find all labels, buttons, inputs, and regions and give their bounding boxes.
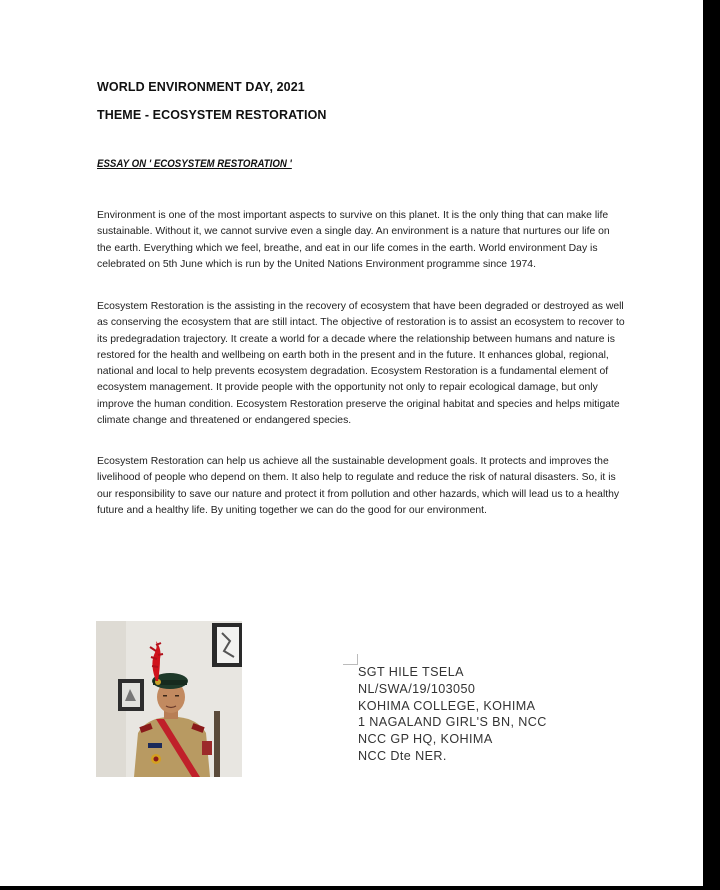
essay-paragraph-3: Ecosystem Restoration can help us achieve all the sustainable development goals. It protects and improves the livelihood of people who depend on them. It also help to regulate and reduce the risk of natural disasters. So, it is our responsibility to save our nature and protect it from pollution and other hazards, which will lead us to a healthy future and a healthy life. By uniting together we can do the good for our environment. — [97, 456, 620, 516]
signature-block — [358, 664, 547, 765]
document-title: WORLD ENVIRONMENT DAY, 2021 — [97, 80, 305, 94]
theme-heading: THEME - ECOSYSTEM RESTORATION — [97, 108, 327, 122]
signature-line-group-hq: NCC GP HQ, KOHIMA — [358, 732, 493, 747]
signature-line-id: NL/SWA/19/103050 — [358, 681, 476, 696]
essay-paragraph-2: Ecosystem Restoration is the assisting in the recovery of ecosystem that have been degraded or destroyed as well as conserving the ecosystem that are still intact. The objective of restoration is to assist an ecosystem to recover to its predegradation trajectory. It create a world for a decade where the relationship between humans and nature is restored for the health and wellbeing on earth both in the present and in the future. It enhances global, regional, national and local to help prevents ecosystem degradation. Ecosystem Restoration is a fundamental element of ecosystem management. It provide people with the opportunity not only to repair ecological damage, but only improve the human condition. Ecosystem Restoration preserve the original habitat and species and helps mitigate climate change and threatened or endangered species. — [97, 301, 625, 427]
corner-crop-mark — [343, 654, 358, 665]
cadet-photo — [96, 621, 242, 777]
signature-line-directorate: NCC Dte NER. — [358, 748, 447, 763]
signature-line-battalion: 1 NAGALAND GIRL'S BN, NCC — [358, 715, 547, 730]
essay-paragraph-1: Environment is one of the most important aspects to survive on this planet. It is the only thing that can make life sustainable. Without it, we cannot survive even a single day. An environment is a nature that nurtures our life on the earth. Everything which we feel, breathe, and eat in our life comes in the earth. World environment Day is celebrated on 5th June which is run by the United Nations Environment programme since 1974. — [97, 210, 610, 270]
signature-line-college: KOHIMA COLLEGE, KOHIMA — [358, 698, 536, 713]
essay-title: ESSAY ON ' ECOSYSTEM RESTORATION ' — [97, 158, 292, 170]
signature-line-name: SGT HILE TSELA — [358, 665, 464, 679]
